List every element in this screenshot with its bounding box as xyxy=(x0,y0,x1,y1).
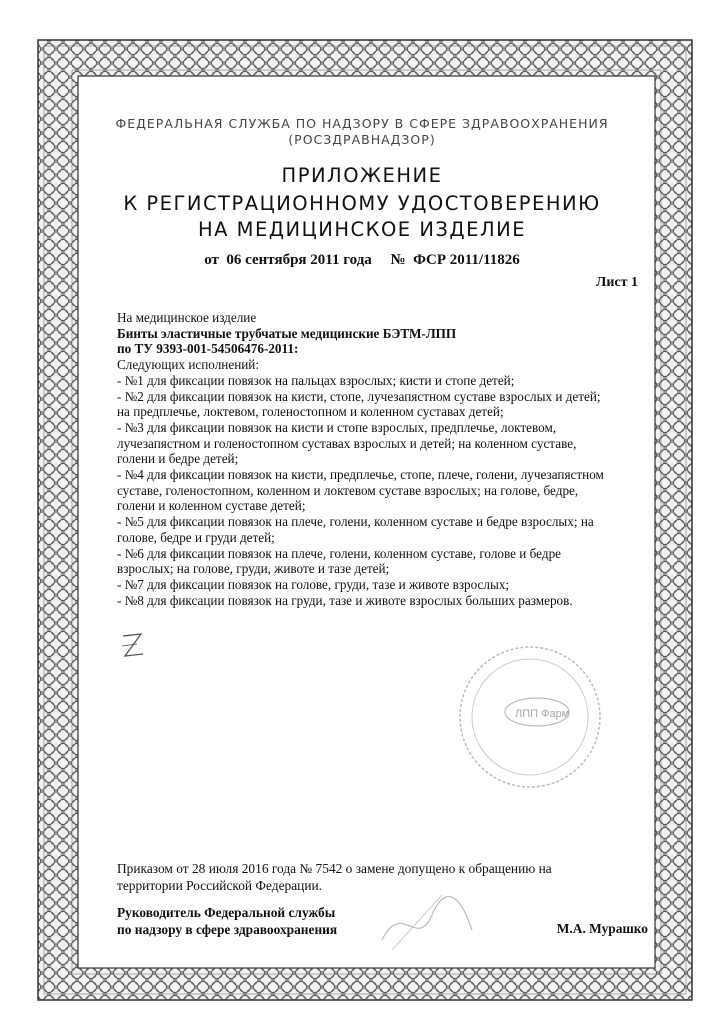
signer-title-line1: Руководитель Федеральной службы xyxy=(117,905,336,920)
body-line: - №4 для фиксации повязок на кисти, предплечье, стопе, плече, голени, лучезапястном xyxy=(117,467,604,483)
body-line: лучезапястном и голеностопном суставах взрослых и детей; на коленном суставе, xyxy=(117,435,577,451)
company-stamp xyxy=(455,642,605,792)
order-notice-line1: Приказом от 28 июля 2016 года № 7542 о замене допущено к обращению на xyxy=(117,861,552,876)
stamp-text: ЛПП Фарм xyxy=(515,708,570,720)
document-body xyxy=(117,310,657,608)
body-line: - №7 для фиксации повязок на голове, груди, тазе и животе взрослых; xyxy=(117,576,510,592)
body-line: - №8 для фиксации повязок на груди, тазе и животе взрослых больших размеров. xyxy=(117,592,573,608)
body-line: - №5 для фиксации повязок на плече, голени, коленном суставе и бедре взрослых; на xyxy=(117,514,594,530)
product-name: Бинты эластичные трубчатые медицинские БЭТМ-ЛПП xyxy=(117,325,457,341)
handwritten-z-mark xyxy=(119,630,149,662)
body-line: взрослых; на голове, груди, животе и тазе детей; xyxy=(117,561,390,577)
registration-date-number: от 06 сентября 2011 года № ФСР 2011/11826 xyxy=(204,252,520,268)
body-line: суставе, голеностопном, коленном и локтевом суставе взрослых; на голове, бедре, xyxy=(117,482,579,498)
signer-title-line2: по надзору в сфере здравоохранения xyxy=(117,922,338,937)
document-title-line1: ПРИЛОЖЕНИЕ xyxy=(281,164,443,187)
body-line: - №6 для фиксации повязок на плече, голени, коленном суставе, голове и бедре xyxy=(117,545,562,561)
body-line: голени и коленном суставе детей; xyxy=(117,498,306,514)
product-spec: по ТУ 9393-001-54506476-2011: xyxy=(117,341,299,357)
body-line: - №2 для фиксации повязок на кисти, стопе, лучезапястном суставе взрослых и детей; xyxy=(117,388,601,404)
body-line: - №1 для фиксации повязок на пальцах взрослых; кисти и стопе детей; xyxy=(117,372,515,388)
body-line: голени и бедре детей; xyxy=(117,451,239,467)
sheet-number: Лист 1 xyxy=(595,275,638,290)
body-line: - №3 для фиксации повязок на кисти и стопе взрослых, предплечье, локтевом, xyxy=(117,419,557,435)
body-line: Следующих исполнений: xyxy=(117,357,260,373)
body-line: на предплечье, локтевом, голеностопном и коленном суставах детей; xyxy=(117,404,504,420)
document-title-line3: НА МЕДИЦИНСКОЕ ИЗДЕЛИЕ xyxy=(197,218,527,241)
signer-name: М.А. Мурашко xyxy=(556,921,648,936)
document-title-line2: К РЕГИСТРАЦИОННОМУ УДОСТОВЕРЕНИЮ xyxy=(123,192,601,215)
order-notice-line2: территории Российской Федерации. xyxy=(117,878,323,893)
signature-mark xyxy=(372,880,482,960)
agency-name: ФЕДЕРАЛЬНАЯ СЛУЖБА ПО НАДЗОРУ В СФЕРЕ ЗДРАВООХРАНЕНИЯ xyxy=(115,116,609,131)
agency-abbreviation: (РОСЗДРАВНАДЗОР) xyxy=(288,132,436,147)
body-line: На медицинское изделие xyxy=(117,310,257,325)
body-line: голове, бедре и груди детей; xyxy=(117,529,275,545)
